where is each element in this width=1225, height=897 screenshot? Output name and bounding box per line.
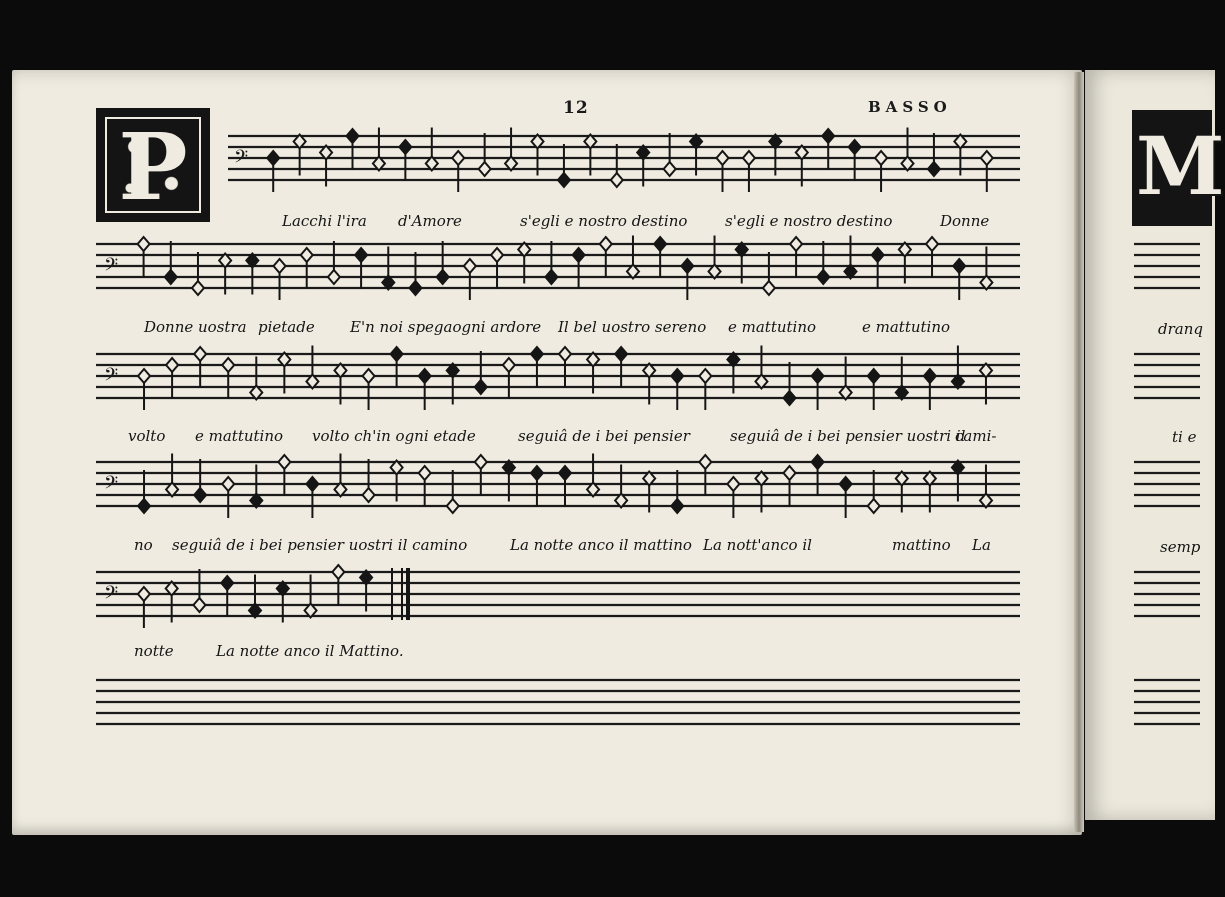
note-head (363, 369, 375, 383)
note-head (875, 151, 887, 165)
note-head (138, 499, 150, 513)
note-head (399, 140, 411, 154)
note-head (531, 466, 543, 480)
lyric: mattino (892, 536, 951, 554)
note-head (452, 151, 464, 165)
note-head (475, 455, 487, 469)
note-head (784, 466, 796, 480)
note-head (699, 369, 711, 383)
lyric: seguiâ de i bei pensier uostri il camino (172, 536, 468, 554)
note-head (763, 281, 775, 295)
lyric: notte (134, 642, 174, 660)
note-head (699, 455, 711, 469)
right-page-lyric: ti e (1172, 428, 1197, 446)
note-head (274, 259, 286, 273)
note-head (868, 369, 880, 383)
lyric: e mattutino (195, 427, 284, 445)
note-head (615, 347, 627, 361)
note-head (194, 347, 206, 361)
lyric: La notte anco il Mattino. (216, 642, 404, 660)
note-head (822, 129, 834, 143)
note-head (681, 259, 693, 273)
lyric: La (972, 536, 991, 554)
lyric: e mattutino (728, 318, 817, 336)
lyric: E'n noi spegaogni ardore (350, 318, 542, 336)
note-head (558, 173, 570, 187)
note-head (545, 270, 557, 284)
note-head (437, 270, 449, 284)
note-head (194, 488, 206, 502)
lyric: Donne uostra (144, 318, 247, 336)
note-head (447, 499, 459, 513)
page-number: 12 (563, 98, 589, 118)
note-head (671, 499, 683, 513)
note-head (743, 151, 755, 165)
note-head (192, 281, 204, 295)
note-head (559, 347, 571, 361)
note-head (654, 237, 666, 251)
note-head (924, 369, 936, 383)
right-page-lyric: dranq (1158, 320, 1203, 338)
voice-part-label: BASSO (868, 98, 952, 116)
note-head (222, 477, 234, 491)
note-head (611, 173, 623, 187)
lyric: La nott'anco il (703, 536, 812, 554)
note-head (138, 237, 150, 251)
lyric: La notte anco il mattino (510, 536, 692, 554)
note-head (559, 466, 571, 480)
note-head (573, 248, 585, 262)
note-head (166, 358, 178, 372)
note-head (328, 270, 340, 284)
note-head (817, 270, 829, 284)
note-head (409, 281, 421, 295)
note-head (221, 576, 233, 590)
right-page-lyric: semp (1160, 538, 1201, 556)
note-head (475, 380, 487, 394)
lyric: e mattutino (862, 318, 951, 336)
note-head (306, 477, 318, 491)
note-head (419, 369, 431, 383)
clef-sign: 𝄢 (104, 473, 119, 498)
note-head (301, 248, 313, 262)
initial-letter: P (118, 113, 188, 221)
note-head (391, 347, 403, 361)
clef-sign: 𝄢 (104, 583, 119, 608)
note-head (664, 162, 676, 176)
note-head (868, 499, 880, 513)
note-head (717, 151, 729, 165)
note-head (165, 270, 177, 284)
note-head (671, 369, 683, 383)
note-head (138, 369, 150, 383)
note-head (926, 237, 938, 251)
lyric: Il bel uostro sereno (558, 318, 707, 336)
note-head (138, 587, 150, 601)
note-head (531, 347, 543, 361)
note-head (491, 248, 503, 262)
note-head (222, 358, 234, 372)
note-head (812, 369, 824, 383)
lyric: seguiâ de i bei pensier (518, 427, 690, 445)
lyric: d'Amore (398, 212, 462, 230)
clef-sign: 𝄢 (234, 147, 249, 172)
note-head (600, 237, 612, 251)
lyric: Donne (940, 212, 990, 230)
note-head (347, 129, 359, 143)
lyric: pietade (258, 318, 315, 336)
clef-sign: 𝄢 (104, 255, 119, 280)
right-initial-letter: M (1136, 119, 1225, 213)
note-head (355, 248, 367, 262)
lyric: seguiâ de i bei pensier uostri il (730, 427, 966, 445)
note-head (464, 259, 476, 273)
note-head (812, 455, 824, 469)
clef-sign: 𝄢 (104, 365, 119, 390)
note-head (419, 466, 431, 480)
note-head (479, 162, 491, 176)
note-head (727, 477, 739, 491)
note-head (332, 565, 344, 579)
lyric: volto ch'in ogni etade (312, 427, 476, 445)
note-head (503, 358, 515, 372)
note-head (849, 140, 861, 154)
note-head (278, 455, 290, 469)
note-head (193, 598, 205, 612)
note-head (790, 237, 802, 251)
note-head (267, 151, 279, 165)
lyric: Lacchi l'ira (282, 212, 367, 230)
note-head (363, 488, 375, 502)
lyric: no (134, 536, 153, 554)
note-head (784, 391, 796, 405)
note-head (840, 477, 852, 491)
note-head (928, 162, 940, 176)
note-head (872, 248, 884, 262)
lyric: s'egli e nostro destino (725, 212, 893, 230)
note-head (981, 151, 993, 165)
lyric: s'egli e nostro destino (520, 212, 688, 230)
note-head (953, 259, 965, 273)
lyric: volto (128, 427, 166, 445)
lyric: cami- (955, 427, 997, 445)
